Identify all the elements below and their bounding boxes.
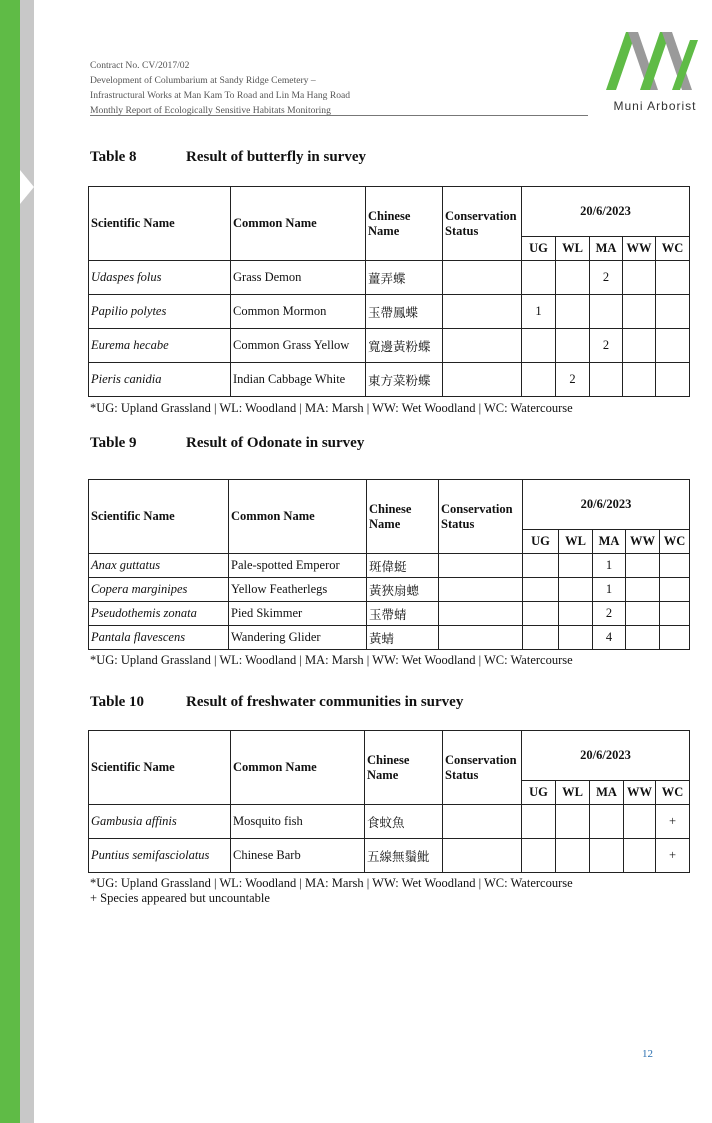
col-chinese-name: Chinese Name xyxy=(366,187,443,261)
col-survey-date: 20/6/2023 xyxy=(523,480,690,530)
count-wl: 2 xyxy=(556,363,590,397)
count-ma: 2 xyxy=(590,261,623,295)
col-scientific-name: Scientific Name xyxy=(89,731,231,805)
grey-side-bar xyxy=(20,0,34,1123)
chinese-name: 斑偉蜓 xyxy=(367,554,439,578)
col-common-name: Common Name xyxy=(231,187,366,261)
contract-number: Contract No. CV/2017/02 xyxy=(90,60,190,71)
location-legend: *UG: Upland Grassland | WL: Woodland | MA: Marsh | WW: Wet Woodland | WC: Watercourse xyxy=(90,653,573,667)
scientific-name: Anax guttatus xyxy=(89,554,229,578)
odonate-table xyxy=(88,479,690,650)
count-wl xyxy=(559,602,593,626)
conservation-status xyxy=(443,261,522,295)
table-9-footnote xyxy=(90,653,573,668)
count-wc xyxy=(660,602,690,626)
count-ug xyxy=(523,554,559,578)
col-chinese-name: Chinese Name xyxy=(367,480,439,554)
header-divider xyxy=(90,115,588,116)
logo-text: Muni Arborist xyxy=(613,99,697,113)
count-wc: + xyxy=(656,805,690,839)
scientific-name: Pantala flavescens xyxy=(89,626,229,650)
col-common-name: Common Name xyxy=(231,731,365,805)
chinese-name: 薑弄蝶 xyxy=(366,261,443,295)
count-wl xyxy=(556,839,590,873)
location-legend: *UG: Upland Grassland | WL: Woodland | MA: Marsh | WW: Wet Woodland | WC: Watercourse xyxy=(90,401,573,415)
count-wl xyxy=(556,295,590,329)
butterfly-table xyxy=(88,186,690,397)
scientific-name: Puntius semifasciolatus xyxy=(89,839,231,873)
uncountable-note: + Species appeared but uncountable xyxy=(90,891,270,905)
col-common-name: Common Name xyxy=(229,480,367,554)
conservation-status xyxy=(443,329,522,363)
common-name: Common Grass Yellow xyxy=(231,329,366,363)
document-header xyxy=(90,58,588,118)
count-wl xyxy=(559,578,593,602)
table-title: Result of butterfly in survey xyxy=(186,149,366,165)
report-title: Monthly Report of Ecologically Sensitive Habitats Monitoring xyxy=(90,105,331,116)
count-wc xyxy=(660,578,690,602)
col-survey-date: 20/6/2023 xyxy=(522,187,690,237)
count-wc xyxy=(656,329,690,363)
table-row xyxy=(89,805,690,839)
common-name: Pied Skimmer xyxy=(229,602,367,626)
common-name: Indian Cabbage White xyxy=(231,363,366,397)
count-ug xyxy=(523,626,559,650)
table-number: Table 8 xyxy=(90,149,137,165)
count-ma: 4 xyxy=(593,626,626,650)
project-title-line-2: Infrastructural Works at Man Kam To Road and Lin Ma Hang Road xyxy=(90,90,351,101)
table-title: Result of freshwater communities in survey xyxy=(186,694,464,710)
count-wl xyxy=(559,554,593,578)
company-logo xyxy=(602,24,708,116)
chinese-name: 玉帶鳳蝶 xyxy=(366,295,443,329)
count-ma xyxy=(590,363,623,397)
col-wl: WL xyxy=(556,237,590,261)
conservation-status xyxy=(443,363,522,397)
chinese-name: 食蚊魚 xyxy=(365,805,443,839)
count-ug xyxy=(523,602,559,626)
col-scientific-name: Scientific Name xyxy=(89,480,229,554)
scientific-name: Pieris canidia xyxy=(89,363,231,397)
count-ww xyxy=(624,839,656,873)
table-8-caption xyxy=(90,149,366,166)
table-row xyxy=(89,839,690,873)
count-ww xyxy=(626,602,660,626)
col-ug: UG xyxy=(522,237,556,261)
table-row xyxy=(89,578,690,602)
chinese-name: 黃蜻 xyxy=(367,626,439,650)
count-wl xyxy=(559,626,593,650)
count-ug xyxy=(522,363,556,397)
col-survey-date: 20/6/2023 xyxy=(522,731,690,781)
common-name: Wandering Glider xyxy=(229,626,367,650)
count-wc: + xyxy=(656,839,690,873)
col-wl: WL xyxy=(556,781,590,805)
count-ma xyxy=(590,839,624,873)
conservation-status xyxy=(439,626,523,650)
conservation-status xyxy=(439,602,523,626)
table-10-caption xyxy=(90,694,463,711)
count-wl xyxy=(556,805,590,839)
count-ww xyxy=(626,554,660,578)
scientific-name: Udaspes folus xyxy=(89,261,231,295)
col-ma: MA xyxy=(590,781,624,805)
count-ug xyxy=(523,578,559,602)
table-10-footnote xyxy=(90,876,573,906)
common-name: Common Mormon xyxy=(231,295,366,329)
freshwater-table xyxy=(88,730,690,873)
common-name: Grass Demon xyxy=(231,261,366,295)
count-ww xyxy=(623,261,656,295)
col-ww: WW xyxy=(624,781,656,805)
scientific-name: Gambusia affinis xyxy=(89,805,231,839)
count-ma: 1 xyxy=(593,554,626,578)
conservation-status xyxy=(443,805,522,839)
table-number: Table 10 xyxy=(90,694,145,710)
col-wl: WL xyxy=(559,530,593,554)
conservation-status xyxy=(439,578,523,602)
count-ww xyxy=(626,578,660,602)
col-conservation-status: Conservation Status xyxy=(443,187,522,261)
count-ug xyxy=(522,329,556,363)
count-wc xyxy=(656,363,690,397)
count-ww xyxy=(626,626,660,650)
table-row xyxy=(89,329,690,363)
count-ug xyxy=(522,805,556,839)
col-ww: WW xyxy=(626,530,660,554)
table-row xyxy=(89,363,690,397)
count-ug xyxy=(522,839,556,873)
page-number: 12 xyxy=(642,1048,653,1060)
count-wc xyxy=(660,626,690,650)
table-row xyxy=(89,602,690,626)
count-ma: 2 xyxy=(593,602,626,626)
green-side-bar xyxy=(0,0,20,1123)
count-ma: 1 xyxy=(593,578,626,602)
count-ma xyxy=(590,805,624,839)
table-row xyxy=(89,554,690,578)
scientific-name: Papilio polytes xyxy=(89,295,231,329)
count-wc xyxy=(656,295,690,329)
logo-mark-icon xyxy=(602,24,708,94)
count-ww xyxy=(624,805,656,839)
col-wc: WC xyxy=(656,237,690,261)
chinese-name: 寬邊黃粉蝶 xyxy=(366,329,443,363)
count-wl xyxy=(556,329,590,363)
count-wc xyxy=(660,554,690,578)
conservation-status xyxy=(443,295,522,329)
col-ma: MA xyxy=(590,237,623,261)
count-ww xyxy=(623,295,656,329)
common-name: Mosquito fish xyxy=(231,805,365,839)
project-title-line-1: Development of Columbarium at Sandy Ridge Cemetery – xyxy=(90,75,316,86)
table-number: Table 9 xyxy=(90,435,137,451)
col-wc: WC xyxy=(660,530,690,554)
location-legend: *UG: Upland Grassland | WL: Woodland | MA: Marsh | WW: Wet Woodland | WC: Watercourse xyxy=(90,876,573,890)
chinese-name: 黃狹扇蟌 xyxy=(367,578,439,602)
chinese-name: 東方菜粉蝶 xyxy=(366,363,443,397)
side-bar-arrow-notch xyxy=(20,170,34,204)
col-ug: UG xyxy=(523,530,559,554)
chinese-name: 五線無鬚魮 xyxy=(365,839,443,873)
count-ma: 2 xyxy=(590,329,623,363)
scientific-name: Copera marginipes xyxy=(89,578,229,602)
count-ug xyxy=(522,261,556,295)
count-wl xyxy=(556,261,590,295)
table-9-caption xyxy=(90,435,364,452)
count-ug: 1 xyxy=(522,295,556,329)
common-name: Chinese Barb xyxy=(231,839,365,873)
col-ug: UG xyxy=(522,781,556,805)
common-name: Yellow Featherlegs xyxy=(229,578,367,602)
col-ma: MA xyxy=(593,530,626,554)
scientific-name: Pseudothemis zonata xyxy=(89,602,229,626)
count-wc xyxy=(656,261,690,295)
col-conservation-status: Conservation Status xyxy=(439,480,523,554)
conservation-status xyxy=(443,839,522,873)
col-chinese-name: Chinese Name xyxy=(365,731,443,805)
common-name: Pale-spotted Emperor xyxy=(229,554,367,578)
count-ww xyxy=(623,363,656,397)
col-conservation-status: Conservation Status xyxy=(443,731,522,805)
col-ww: WW xyxy=(623,237,656,261)
table-row xyxy=(89,626,690,650)
col-wc: WC xyxy=(656,781,690,805)
table-row xyxy=(89,295,690,329)
scientific-name: Eurema hecabe xyxy=(89,329,231,363)
chinese-name: 玉帶蜻 xyxy=(367,602,439,626)
table-row xyxy=(89,261,690,295)
count-ma xyxy=(590,295,623,329)
col-scientific-name: Scientific Name xyxy=(89,187,231,261)
table-title: Result of Odonate in survey xyxy=(186,435,365,451)
table-8-footnote xyxy=(90,401,573,416)
conservation-status xyxy=(439,554,523,578)
count-ww xyxy=(623,329,656,363)
